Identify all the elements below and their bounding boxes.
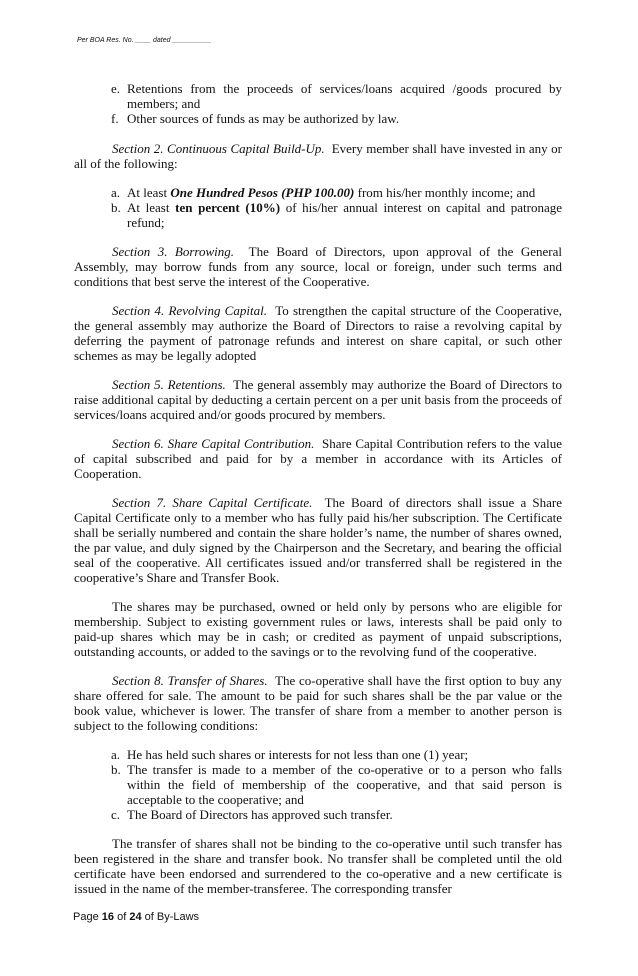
section-6-paragraph <box>74 436 562 481</box>
section-5-text: The general assembly may authorize the Board of Directors to raise additional capital by deducting a certain percent on a per unit basis from the proceeds of services/loans acquired and/or goods procured by members. <box>74 377 562 422</box>
list-item-f <box>74 111 562 126</box>
section-7-heading: Section 7. Share Capital Certificate. <box>112 495 313 510</box>
section-4-paragraph <box>74 303 562 363</box>
section-8-paragraph <box>74 673 562 733</box>
list-item-a <box>74 185 562 200</box>
list-label: c. <box>111 807 121 822</box>
list-label: a. <box>111 185 121 200</box>
capital-buildup-list <box>74 185 562 230</box>
section-5-paragraph <box>74 377 562 422</box>
percent-emphasis: ten percent (10%) <box>175 200 281 215</box>
list-item-c <box>74 807 562 822</box>
funding-sources-list <box>74 81 562 126</box>
list-label: b. <box>111 200 121 215</box>
list-label: b. <box>111 762 121 777</box>
list-item-b <box>74 200 562 230</box>
list-label: a. <box>111 747 121 762</box>
list-item-post: from his/her monthly income; and <box>357 185 536 200</box>
section-2-text: Every member shall have invested in any or all of the following: <box>74 141 563 171</box>
section-8-text: The co-operative shall have the first option to buy any share offered for sale. The amount to be paid for such shares shall be the par value or the book value, whichever is lower. The transfer of share from a member to another person is subject to the following conditions: <box>74 673 562 733</box>
list-item-a <box>74 747 562 762</box>
list-item-text: The Board of Directors has approved such transfer. <box>127 807 393 822</box>
section-7-text: The Board of directors shall issue a Share Capital Certificate only to a member who has fully paid his/her subscription. The Certificate shall be serially numbered and contain the share holder’s name, the number of shares owned, the par value, and duly signed by the Chairperson and the Secretary, and bearing the official seal of the cooperative. All certificates issued and/or transferred shall be registered in the cooperative’s Share and Transfer Book. <box>74 495 563 585</box>
section-6-text: Share Capital Contribution refers to the value of capital subscribed and paid for by a member in accordance with its Articles of Cooperation. <box>74 436 562 481</box>
section-8-heading: Section 8. Transfer of Shares. <box>112 673 268 688</box>
footer-suffix: of By-Laws <box>144 911 200 923</box>
section-3-text: The Board of Directors, upon approval of the General Assembly, may borrow funds from any source, local or foreign, under such terms and conditions that best serve the interest of the Cooperative. <box>74 244 562 289</box>
list-label: f. <box>111 111 119 126</box>
list-item-pre: At least <box>127 200 170 215</box>
list-item-b <box>74 762 562 807</box>
footer-of-word: of <box>117 911 127 923</box>
transfer-conditions-list <box>74 747 562 822</box>
section-3-paragraph <box>74 244 562 289</box>
footer-page-word: Page <box>73 911 99 923</box>
section-2-heading: Section 2. Continuous Capital Build-Up. <box>112 141 325 156</box>
section-2-paragraph <box>74 141 562 171</box>
section-6-heading: Section 6. Share Capital Contribution. <box>112 436 315 451</box>
section-3-heading: Section 3. Borrowing. <box>112 244 235 259</box>
section-7-paragraph <box>74 495 562 585</box>
section-4-text: To strengthen the capital structure of the Cooperative, the general assembly may authorize the Board of Directors to raise a revolving capital by deferring the payment of patronage refunds and interest on share capital, or such other schemes as may be legally adopted <box>74 303 562 363</box>
list-item-text: He has held such shares or interests for not less than one (1) year; <box>127 747 469 762</box>
list-item-text: Retentions from the proceeds of services/loans acquired /goods procured by members; and <box>127 81 562 111</box>
amount-emphasis: One Hundred Pesos (PHP 100.00) <box>170 185 355 200</box>
list-item-pre: At least <box>127 185 168 200</box>
list-item-text: Other sources of funds as may be authorized by law. <box>127 111 400 126</box>
list-item-post: of his/her annual interest on capital and patronage refund; <box>127 200 563 230</box>
list-label: e. <box>111 81 121 96</box>
list-item-e <box>74 81 562 111</box>
section-5-heading: Section 5. Retentions. <box>112 377 226 392</box>
header-note: Per BOA Res. No. ____ dated __________ <box>77 37 212 44</box>
section-4-heading: Section 4. Revolving Capital. <box>112 303 267 318</box>
page-footer <box>73 911 199 923</box>
document-body <box>74 81 562 910</box>
shares-eligibility-paragraph: The shares may be purchased, owned or held only by persons who are eligible for membership. Subject to existing government rules or laws, interests shall be paid only to paid-up shares which may be in cash; or credited as payment of unpaid subscriptions, outstanding accounts, or added to the savings or to the revolving fund of the cooperative. <box>74 599 562 659</box>
footer-page-number: 16 <box>101 911 115 923</box>
list-item-text: The transfer is made to a member of the co-operative or to a person who falls within the field of membership of the cooperative, and that said person is acceptable to the cooperative; and <box>127 762 562 807</box>
footer-total-pages: 24 <box>129 911 142 923</box>
transfer-registration-paragraph: The transfer of shares shall not be binding to the co-operative until such transfer has been registered in the share and transfer book. No transfer shall be completed until the old certificate have been endorsed and surrendered to the co-operative and a new certificate is issued in the name of the member-transferee. The corresponding transfer <box>74 836 562 896</box>
